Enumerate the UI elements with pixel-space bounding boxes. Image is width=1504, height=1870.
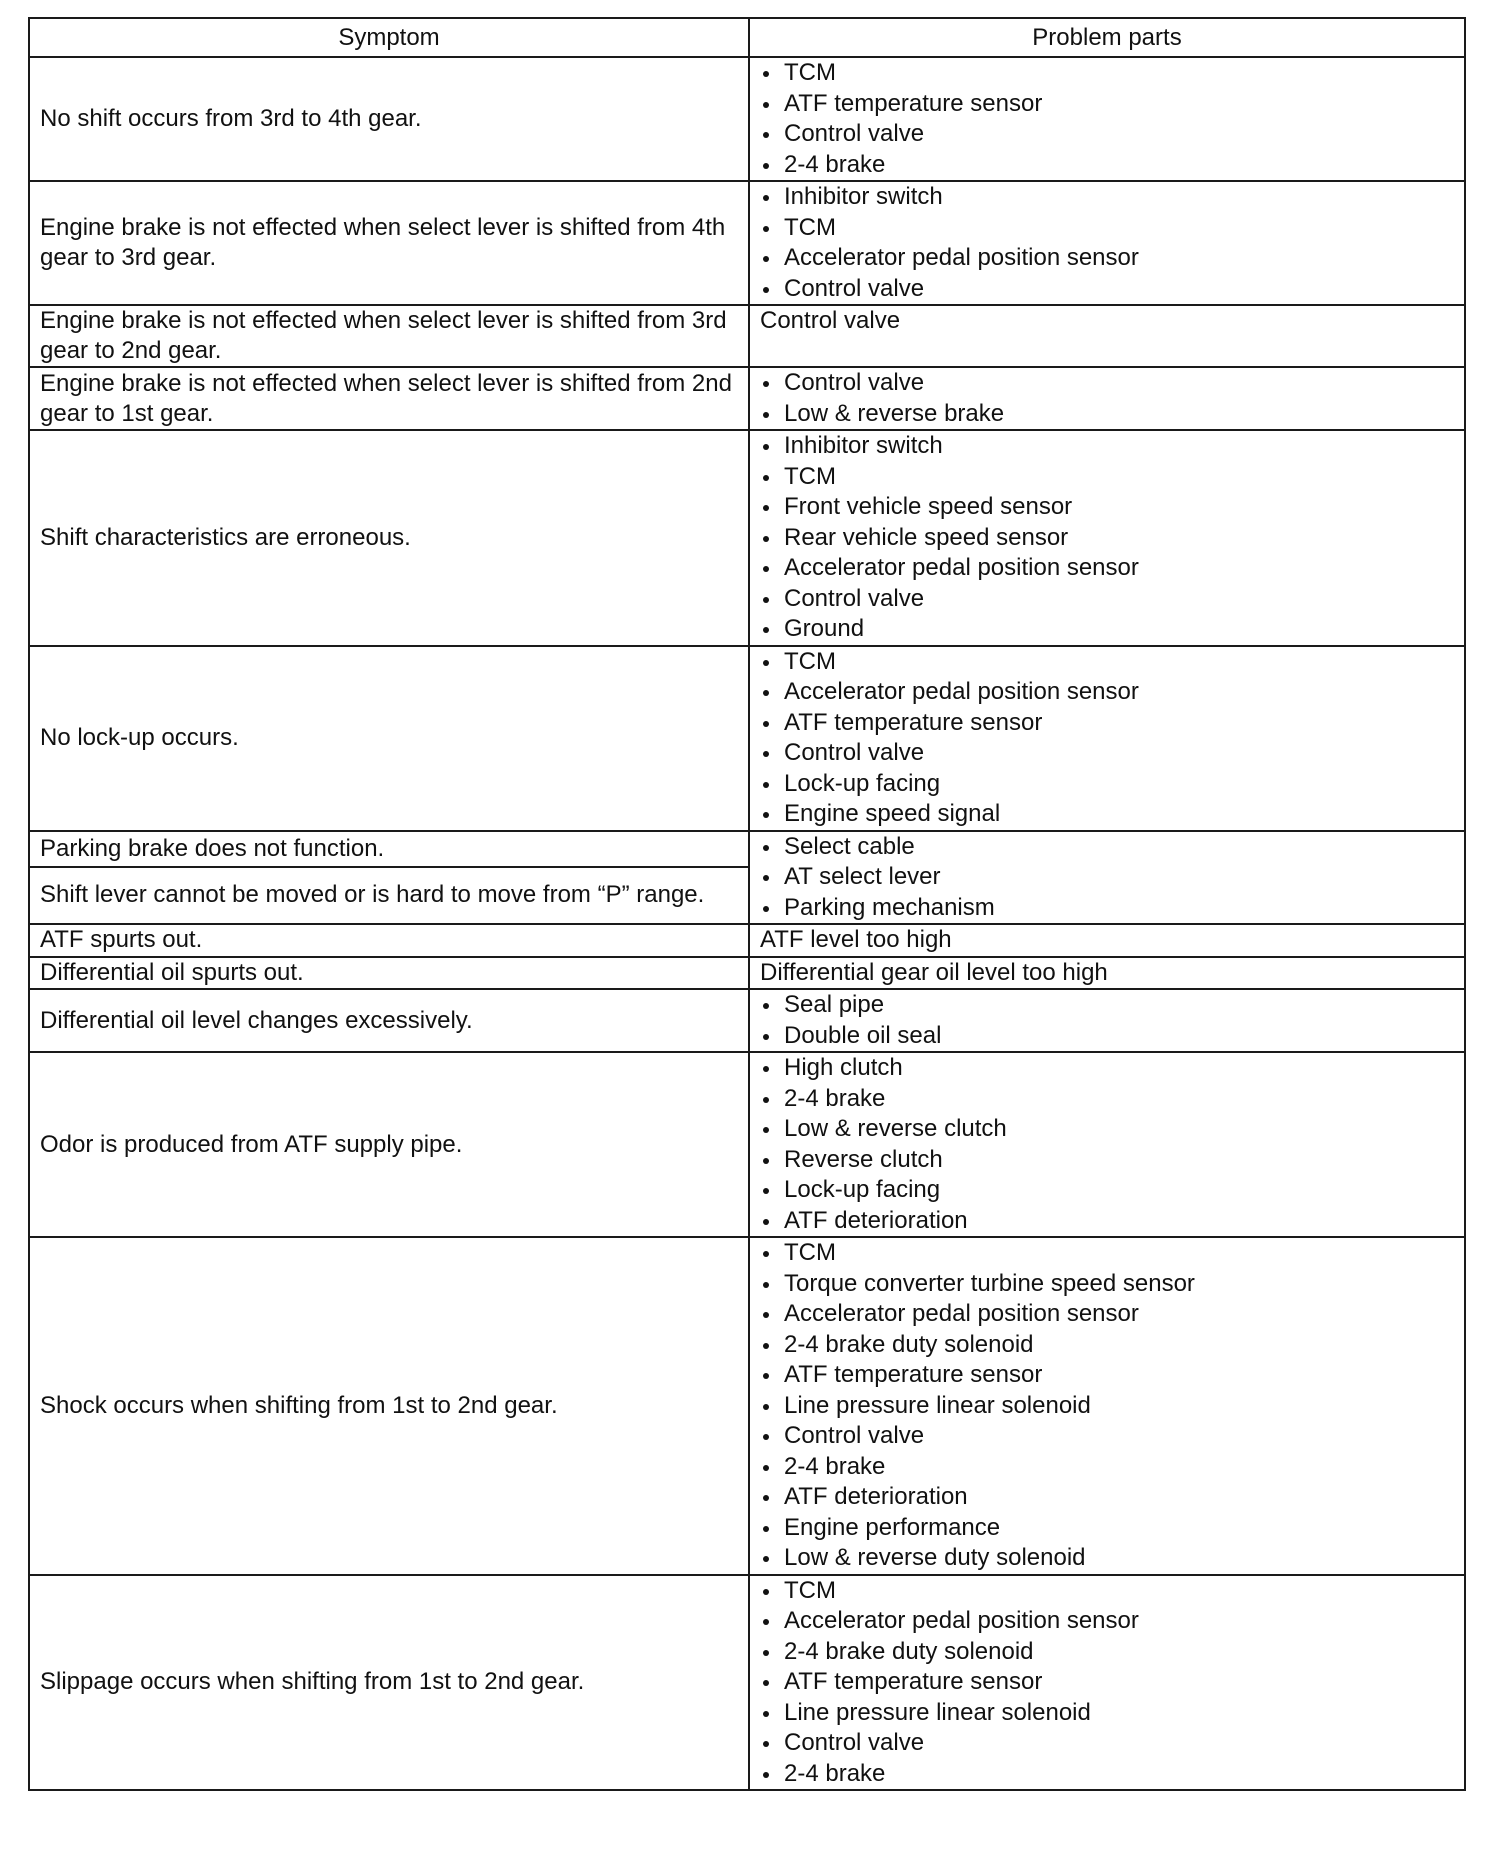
list-item: Accelerator pedal position sensor [760, 1299, 1454, 1330]
symptom-cell: Engine brake is not effected when select lever is shifted from 4th gear to 3rd gear. [29, 181, 749, 305]
list-item: Accelerator pedal position sensor [760, 1606, 1454, 1637]
list-item: 2-4 brake [760, 150, 1454, 181]
symptom-cell: ATF spurts out. [29, 924, 749, 957]
list-item: Line pressure linear solenoid [760, 1391, 1454, 1422]
table-row [29, 989, 1465, 1052]
problem-parts-cell: Differential gear oil level too high [749, 957, 1465, 990]
problem-parts-cell [749, 1575, 1465, 1791]
list-item: TCM [760, 58, 1454, 89]
parts-list [760, 990, 1454, 1051]
symptom-cell: Odor is produced from ATF supply pipe. [29, 1052, 749, 1237]
symptom-cell: Differential oil spurts out. [29, 957, 749, 990]
list-item: TCM [760, 647, 1454, 678]
list-item: AT select lever [760, 862, 1454, 893]
parts-list [760, 647, 1454, 830]
list-item: Control valve [760, 274, 1454, 305]
list-item: 2-4 brake [760, 1452, 1454, 1483]
list-item: Control valve [760, 1728, 1454, 1759]
parts-list [760, 58, 1454, 180]
problem-parts-cell: Control valve [749, 305, 1465, 367]
problem-parts-cell [749, 989, 1465, 1052]
table-row [29, 305, 1465, 367]
problem-parts-cell [749, 57, 1465, 181]
problem-parts-cell [749, 1052, 1465, 1237]
list-item: ATF temperature sensor [760, 1667, 1454, 1698]
list-item: Inhibitor switch [760, 182, 1454, 213]
list-item: Low & reverse duty solenoid [760, 1543, 1454, 1574]
list-item: ATF temperature sensor [760, 1360, 1454, 1391]
parts-list [760, 182, 1454, 304]
table-row [29, 57, 1465, 181]
list-item: 2-4 brake duty solenoid [760, 1330, 1454, 1361]
list-item: Engine speed signal [760, 799, 1454, 830]
list-item: Seal pipe [760, 990, 1454, 1021]
list-item: ATF temperature sensor [760, 89, 1454, 120]
table-row [29, 831, 1465, 867]
symptom-problem-parts-table [28, 17, 1466, 1791]
list-item: Control valve [760, 738, 1454, 769]
table-row [29, 924, 1465, 957]
list-item: TCM [760, 462, 1454, 493]
problem-parts-cell [749, 367, 1465, 430]
table-row [29, 367, 1465, 430]
parts-list [760, 1238, 1454, 1574]
list-item: Control valve [760, 119, 1454, 150]
symptom-cell: No lock-up occurs. [29, 646, 749, 831]
parts-list [760, 1576, 1454, 1790]
symptom-cell: Shift characteristics are erroneous. [29, 430, 749, 646]
list-item: Accelerator pedal position sensor [760, 677, 1454, 708]
symptom-cell: Parking brake does not function. [29, 831, 749, 867]
list-item: ATF deterioration [760, 1482, 1454, 1513]
header-symptom: Symptom [29, 18, 749, 57]
list-item: Rear vehicle speed sensor [760, 523, 1454, 554]
problem-parts-cell [749, 646, 1465, 831]
list-item: ATF temperature sensor [760, 708, 1454, 739]
symptom-cell: Slippage occurs when shifting from 1st to 2nd gear. [29, 1575, 749, 1791]
parts-list [760, 1053, 1454, 1236]
problem-parts-cell [749, 430, 1465, 646]
symptom-cell: Shift lever cannot be moved or is hard to move from “P” range. [29, 867, 749, 925]
list-item: Line pressure linear solenoid [760, 1698, 1454, 1729]
list-item: Torque converter turbine speed sensor [760, 1269, 1454, 1300]
list-item: Low & reverse brake [760, 399, 1454, 430]
list-item: Accelerator pedal position sensor [760, 243, 1454, 274]
list-item: Parking mechanism [760, 893, 1454, 924]
list-item: Low & reverse clutch [760, 1114, 1454, 1145]
table-row [29, 646, 1465, 831]
symptom-cell: Engine brake is not effected when select lever is shifted from 3rd gear to 2nd gear. [29, 305, 749, 367]
list-item: Control valve [760, 368, 1454, 399]
list-item: TCM [760, 1576, 1454, 1607]
table-row [29, 1575, 1465, 1791]
problem-parts-cell [749, 831, 1465, 925]
list-item: TCM [760, 213, 1454, 244]
problem-parts-cell [749, 181, 1465, 305]
symptom-cell: Shock occurs when shifting from 1st to 2nd gear. [29, 1237, 749, 1575]
symptom-cell: No shift occurs from 3rd to 4th gear. [29, 57, 749, 181]
table-row [29, 430, 1465, 646]
header-problem-parts: Problem parts [749, 18, 1465, 57]
parts-list [760, 368, 1454, 429]
list-item: Reverse clutch [760, 1145, 1454, 1176]
header-row [29, 18, 1465, 57]
list-item: Accelerator pedal position sensor [760, 553, 1454, 584]
list-item: Double oil seal [760, 1021, 1454, 1052]
list-item: Lock-up facing [760, 769, 1454, 800]
symptom-cell: Differential oil level changes excessively. [29, 989, 749, 1052]
list-item: 2-4 brake duty solenoid [760, 1637, 1454, 1668]
list-item: Inhibitor switch [760, 431, 1454, 462]
table-row [29, 1237, 1465, 1575]
list-item: Engine performance [760, 1513, 1454, 1544]
list-item: TCM [760, 1238, 1454, 1269]
table-row [29, 181, 1465, 305]
symptom-cell: Engine brake is not effected when select lever is shifted from 2nd gear to 1st gear. [29, 367, 749, 430]
list-item: High clutch [760, 1053, 1454, 1084]
table-row [29, 957, 1465, 990]
list-item: 2-4 brake [760, 1759, 1454, 1790]
list-item: Ground [760, 614, 1454, 645]
parts-list [760, 832, 1454, 924]
table-row [29, 1052, 1465, 1237]
problem-parts-cell [749, 1237, 1465, 1575]
list-item: ATF deterioration [760, 1206, 1454, 1237]
list-item: Lock-up facing [760, 1175, 1454, 1206]
list-item: Control valve [760, 1421, 1454, 1452]
list-item: Select cable [760, 832, 1454, 863]
list-item: 2-4 brake [760, 1084, 1454, 1115]
list-item: Control valve [760, 584, 1454, 615]
parts-list [760, 431, 1454, 645]
list-item: Front vehicle speed sensor [760, 492, 1454, 523]
problem-parts-cell: ATF level too high [749, 924, 1465, 957]
